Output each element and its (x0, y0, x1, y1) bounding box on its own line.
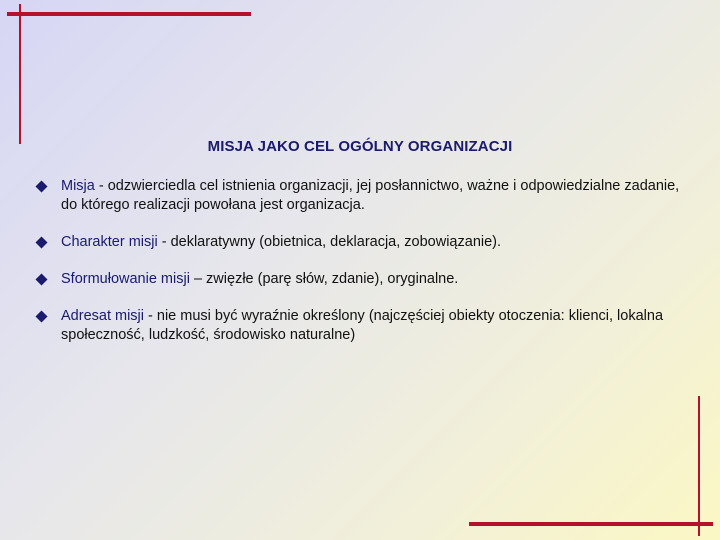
bullet-term: Charakter misji (61, 234, 158, 250)
bullet-term: Sformułowanie misji (61, 271, 190, 287)
bullet-item-sformulowanie (34, 270, 694, 289)
bullet-item-charakter (34, 233, 694, 252)
bullet-item-misja (34, 177, 694, 215)
decorative-line-bottom-vertical (698, 396, 700, 536)
decorative-line-top-horizontal (7, 12, 251, 16)
diamond-bullet-icon (35, 310, 48, 323)
diamond-bullet-icon (35, 273, 48, 286)
bullet-text: - odzwierciedla cel istnienia organizacji, jej posłannictwo, ważne i odpowiedzialne zadanie, do którego realizacji powołana jest organizacja. (61, 178, 680, 213)
slide-title: MISJA JAKO CEL OGÓLNY ORGANIZACJI (207, 138, 513, 155)
bullet-text: - deklaratywny (obietnica, deklaracja, zobowiązanie). (157, 234, 502, 250)
decorative-line-top-vertical (19, 4, 21, 144)
diamond-bullet-icon (35, 180, 48, 193)
decorative-line-bottom-horizontal (469, 522, 713, 526)
bullet-text: – zwięzłe (parę słów, zdanie), oryginalne. (189, 271, 459, 287)
bullet-term: Adresat misji (61, 308, 144, 324)
diamond-bullet-icon (35, 236, 48, 249)
bullet-term: Misja (61, 178, 95, 194)
bullet-text: - nie musi być wyraźnie określony (najczęściej obiekty otoczenia: klienci, lokalna społeczność, ludzkość, środowisko naturalne) (61, 308, 664, 343)
bullet-list (34, 177, 694, 363)
bullet-item-adresat (34, 307, 694, 345)
